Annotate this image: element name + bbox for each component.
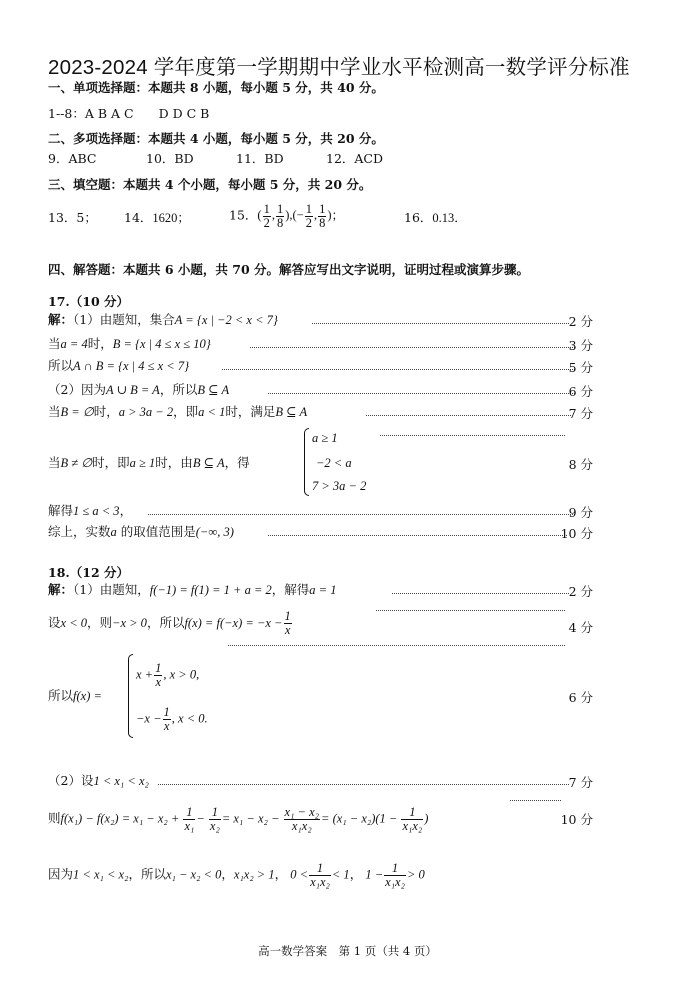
leader-dots [148, 514, 575, 515]
q17-line-6: 当B ≠ ∅时，即a ≥ 1时，由B ⊆ A，得 [48, 455, 250, 470]
q17-line-5: 当B = ∅时，a > 3a − 2，即a < 1时，满足B ⊆ A [48, 404, 308, 419]
answer-12: 12．ACD [326, 151, 384, 166]
answer-9: 9．ABC [48, 151, 97, 166]
leader-dots [510, 800, 561, 801]
score-3: 3 分 [568, 338, 593, 353]
q18-header: 18.（12 分） [48, 565, 129, 580]
score-7: 7 分 [568, 406, 593, 421]
answer-15: 15．( $\frac{1}{2}$ , $\frac{1}{8}$ ),(− $\frac{1}{2}$ , $\frac{1}{8}$ )； [229, 202, 345, 230]
score-6: 6 分 [568, 384, 593, 399]
system-row-3: 7 > 3a − 2 [312, 479, 367, 493]
q17-header: 17.（10 分） [48, 294, 129, 309]
score-2: 2 分 [568, 314, 593, 329]
page-footer: 高一数学答案 第 1 页（共 4 页） [258, 944, 437, 958]
answer-13: 13．5； [48, 210, 97, 225]
piecewise-row-1: x + $\frac{1}{x}$ , x > 0, [136, 661, 200, 689]
score-10: 10 分 [560, 812, 593, 827]
q18-line-6: 因为1 < x₁ < x₂，所以x₁ − x₂ < 0，x₁x₂ > 1， 0 < $\frac{1}{\text{x₁x₂}}$ < 1， 1 − $\frac{1}{\text{x₁x₂}}$ > 0 [48, 861, 425, 889]
leader-dots [268, 393, 575, 394]
leader-dots [158, 784, 569, 785]
section-1-heading: 一、单项选择题：本题共 8 小题，每小题 5 分，共 40 分。 [48, 80, 384, 95]
q17-line-7: 解得1 ≤ a < 3， [48, 503, 133, 518]
leader-dots [228, 645, 565, 646]
score-8: 8 分 [568, 457, 593, 472]
piecewise-row-2: −x − $\frac{1}{x}$ , x < 0. [136, 705, 208, 733]
section-3-heading: 三、填空题：本题共 4 个小题，每小题 5 分，共 20 分。 [48, 177, 372, 192]
leader-dots [366, 415, 571, 416]
system-row-1: a ≥ 1 [312, 431, 338, 445]
leader-dots [268, 535, 567, 536]
answer-10: 10．BD [146, 151, 194, 166]
score-4: 4 分 [568, 620, 593, 635]
score-5: 5 分 [568, 360, 593, 375]
page-title: 2023-2024 学年度第一学期期中学业水平检测高一数学评分标准 [48, 56, 630, 79]
q18-line-4: （2）设1 < x₁ < x₂ [48, 773, 149, 788]
q18-line-5: 则f(x₁) − f(x₂) = x₁ − x₂ + $\frac{1}{\text{x₁}}$ − $\frac{1}{\text{x₂}}$ = x₁ − x₂ − $\frac{\text{x₁ − x₂}}{\text{x₁x₂}}$ = (x₁ − x₂)(1 − $\frac{1}{\text{x₁x₂}}$ ) [48, 805, 429, 833]
section-4-heading: 四、解答题：本题共 6 小题，共 70 分。解答应写出文字说明，证明过程或演算步骤。 [48, 262, 530, 277]
leader-dots [222, 369, 575, 370]
system-row-2: −2 < a [316, 456, 352, 470]
q17-line-8: 综上，实数a 的取值范围是(−∞, 3) [48, 524, 234, 539]
leader-dots [250, 347, 575, 348]
leader-dots [392, 593, 569, 594]
q17-line-3: 所以A ∩ B = {x | 4 ≤ x < 7} [48, 358, 190, 373]
q17-line-2: 当a = 4时，B = {x | 4 ≤ x ≤ 10} [48, 336, 211, 351]
score-7: 7 分 [568, 775, 593, 790]
system-brace [304, 428, 309, 496]
leader-dots [376, 610, 565, 611]
section-2-heading: 二、多项选择题：本题共 4 小题，每小题 5 分，共 20 分。 [48, 131, 384, 146]
answer-14: 14．1620； [124, 210, 190, 225]
leader-dots [380, 435, 565, 436]
score-10: 10 分 [560, 526, 593, 541]
q18-line-1: 解：（1）由题知，f(−1) = f(1) = 1 + a = 2，解得a = 1 [48, 582, 337, 597]
score-2: 2 分 [568, 584, 593, 599]
q18-line-3: 所以f(x) = [48, 688, 102, 703]
section-1-answers: 1--8：A B A C D D C B [48, 106, 210, 121]
piecewise-brace [128, 654, 133, 738]
answer-11: 11．BD [236, 151, 284, 166]
q18-line-2: 设x < 0，则−x > 0，所以f(x) = f(−x) = −x − $\frac{1}{x}$ [48, 609, 291, 637]
answer-16: 16．0.13． [404, 210, 467, 225]
q17-line-1: 解：（1）由题知，集合A = {x | −2 < x < 7} [48, 312, 278, 327]
q17-line-4: （2）因为A ∪ B = A，所以B ⊆ A [48, 382, 230, 397]
leader-dots [312, 323, 569, 324]
score-6: 6 分 [568, 690, 593, 705]
score-9: 9 分 [568, 505, 593, 520]
